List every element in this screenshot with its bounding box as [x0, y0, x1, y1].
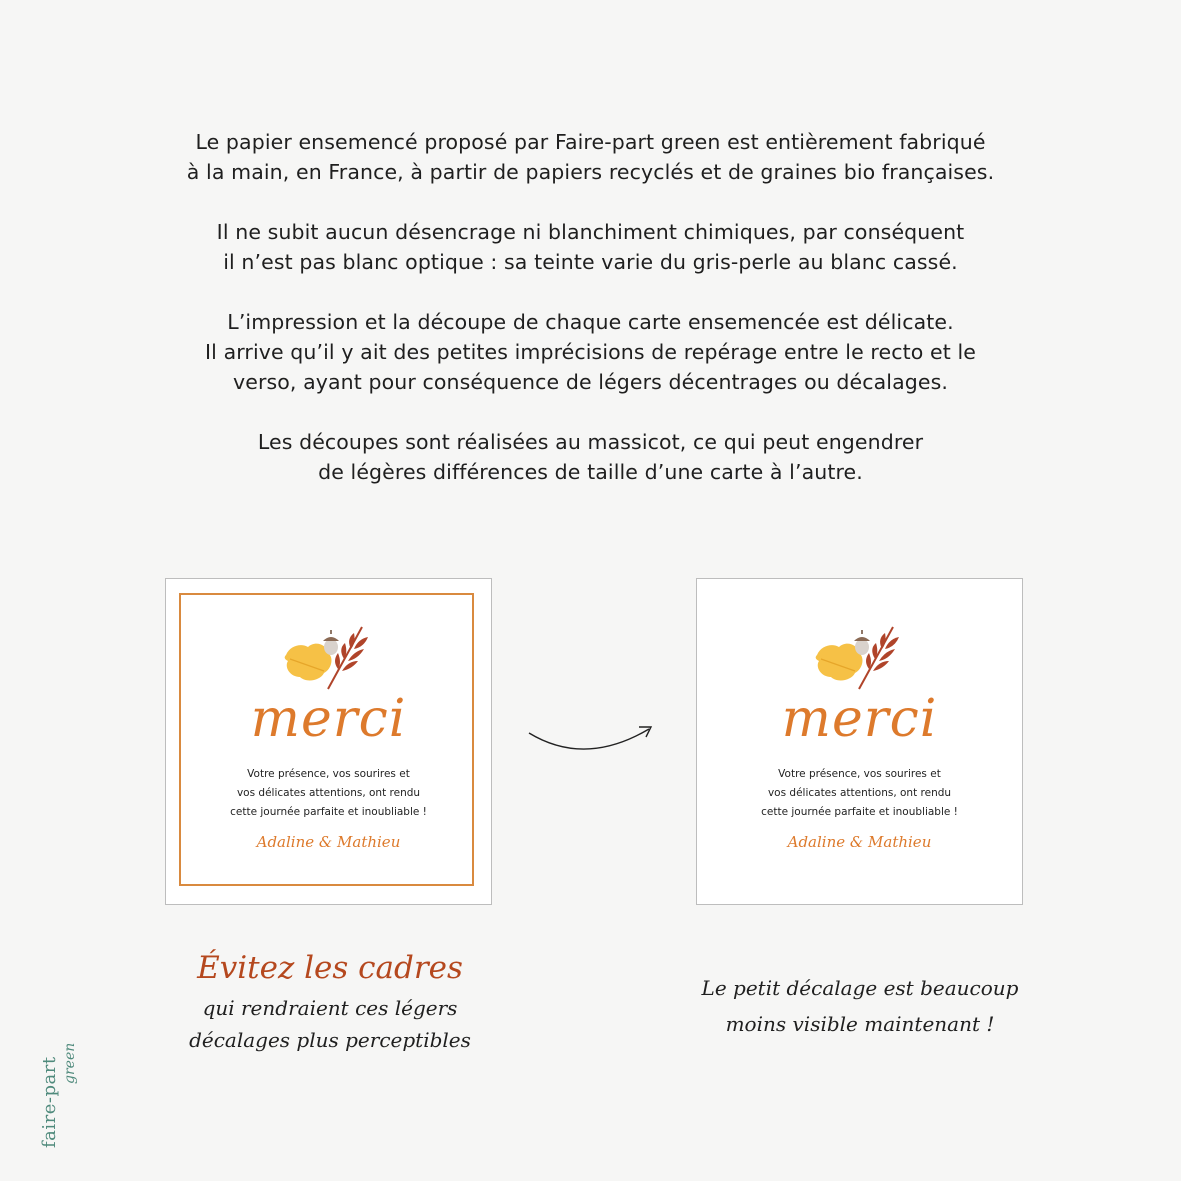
card-message: [166, 765, 491, 822]
caption-less-visible: [640, 970, 1080, 1042]
intro-paragraph-3: [60, 307, 1121, 397]
card-title: merci: [250, 689, 407, 749]
card-message-line: Votre présence, vos sourires et: [778, 768, 941, 780]
intro-line: Il ne subit aucun désencrage ni blanchiment chimiques, par conséquent: [216, 220, 965, 244]
curved-arrow-icon: [525, 715, 660, 755]
logo-main-text: faire-part: [39, 1056, 60, 1148]
faire-part-green-logo: [18, 1000, 88, 1150]
logo-sub-text: green: [62, 1042, 78, 1084]
card-signature: Adaline & Mathieu: [787, 833, 932, 851]
intro-line: verso, ayant pour conséquence de légers décentrages ou décalages.: [233, 370, 948, 394]
card-with-frame: [165, 578, 492, 905]
card-message-line: vos délicates attentions, ont rendu: [767, 787, 952, 799]
intro-paragraph-4: [60, 427, 1121, 487]
intro-line: il n’est pas blanc optique : sa teinte varie du gris-perle au blanc cassé.: [223, 250, 958, 274]
intro-paragraph-1: [60, 127, 1121, 187]
card-message: [697, 765, 1022, 822]
caption-line: qui rendraient ces légers: [202, 996, 458, 1020]
caption-avoid-frames: [150, 944, 510, 1056]
card-without-frame: [696, 578, 1023, 905]
intro-line: Le papier ensemencé proposé par Faire-part green est entièrement fabriqué: [195, 130, 986, 154]
intro-paragraph-2: [60, 217, 1121, 277]
intro-line: Les découpes sont réalisées au massicot, ce qui peut engendrer: [257, 430, 924, 454]
caption-line: décalages plus perceptibles: [189, 1028, 471, 1052]
card-message-line: cette journée parfaite et inoubliable !: [230, 806, 427, 818]
intro-line: de légères différences de taille d’une carte à l’autre.: [318, 460, 863, 484]
card-message-line: vos délicates attentions, ont rendu: [236, 787, 421, 799]
caption-line: moins visible maintenant !: [725, 1012, 995, 1036]
card-signature: Adaline & Mathieu: [256, 833, 401, 851]
caption-headline: Évitez les cadres: [197, 950, 463, 986]
intro-line: Il arrive qu’il y ait des petites imprécisions de repérage entre le recto et le: [205, 340, 976, 364]
intro-text: [60, 127, 1121, 487]
card-message-line: Votre présence, vos sourires et: [247, 768, 410, 780]
intro-line: à la main, en France, à partir de papiers recyclés et de graines bio françaises.: [186, 160, 995, 184]
card-message-line: cette journée parfaite et inoubliable !: [761, 806, 958, 818]
card-title: merci: [781, 689, 938, 749]
caption-line: Le petit décalage est beaucoup: [701, 976, 1019, 1000]
intro-line: L’impression et la découpe de chaque carte ensemencée est délicate.: [227, 310, 954, 334]
